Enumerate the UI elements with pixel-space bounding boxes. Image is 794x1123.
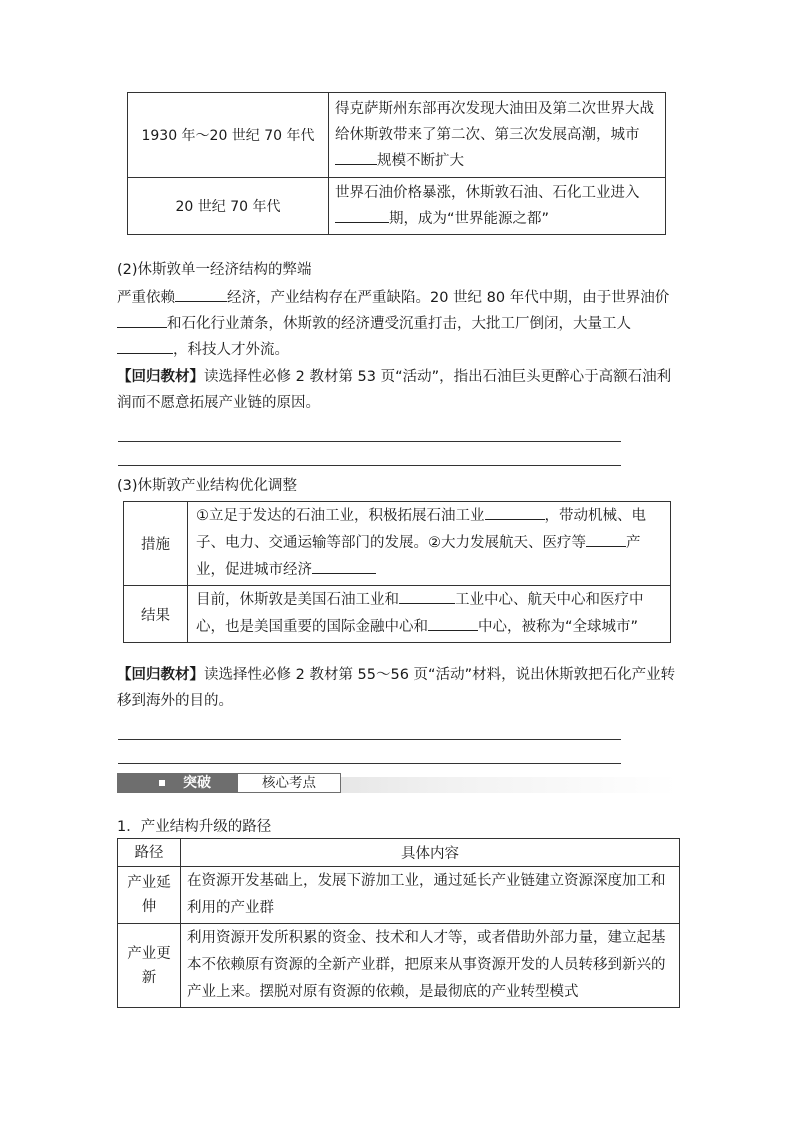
answer-line[interactable]: [118, 441, 621, 442]
period-cell: 20 世纪 70 年代: [128, 178, 329, 235]
fill-blank[interactable]: [335, 208, 389, 223]
section-3-title: (3)休斯敦产业结构优化调整: [117, 478, 298, 494]
answer-line[interactable]: [118, 465, 621, 466]
content-cell: 利用资源开发所积累的资金、技术和人才等，或者借助外部力量，建立起基本不依赖原有资源的全新产业群，把原来从事资源开发的人员转移到新兴的产业上来。摆脱对原有资源的依赖，是最彻底的产业转型模式: [181, 924, 680, 1008]
fill-blank[interactable]: [428, 616, 478, 631]
textbook-review-2: 【回归教材】读选择性必修 2 教材第 55～56 页“活动”材料，说出休斯敦把石化产业转移到海外的目的。: [117, 667, 676, 709]
result-cell: 目前，休斯敦是美国石油工业和 工业中心、航天中心和医疗中心，也是美国重要的国际金融中心和 中心，被称为“全球城市”: [188, 586, 671, 643]
content-cell: 在资源开发基础上，发展下游加工业，通过延长产业链建立资源深度加工和利用的产业群: [181, 867, 680, 924]
header-content: 具体内容: [181, 839, 680, 867]
optimization-table: [123, 501, 671, 643]
table-header-row: [118, 839, 680, 867]
table-row: [128, 93, 666, 178]
square-icon: [159, 780, 165, 786]
path-cell: 产业延伸: [118, 867, 181, 924]
result-label: 结果: [124, 586, 188, 643]
table-row: [124, 586, 671, 643]
upgrade-path-table: [117, 838, 680, 1008]
table-row: [124, 502, 671, 586]
section-2-title: (2)休斯敦单一经济结构的弊端: [117, 262, 312, 278]
content-cell: 世界石油价格暴涨，休斯敦石油、石化工业进入 期，成为“世界能源之都”: [329, 178, 666, 235]
answer-line[interactable]: [118, 763, 621, 764]
period-cell: 1930 年～20 世纪 70 年代: [128, 93, 329, 178]
table-row: [118, 924, 680, 1008]
banner-left: 突破: [117, 773, 237, 793]
fill-blank[interactable]: [335, 150, 377, 165]
review-tag: 【回归教材】: [117, 369, 204, 385]
fill-blank[interactable]: [586, 532, 626, 547]
content-cell: 得克萨斯州东部再次发现大油田及第二次世界大战给休斯敦带来了第二次、第三次发展高潮，城市规模不断扩大: [329, 93, 666, 178]
path-cell: 产业更新: [118, 924, 181, 1008]
textbook-review-1: 【回归教材】读选择性必修 2 教材第 53 页“活动”，指出石油巨头更醉心于高额石油利润而不愿意拓展产业链的原因。: [117, 369, 672, 411]
banner-right: 核心考点: [237, 773, 341, 793]
fill-blank[interactable]: [117, 339, 173, 354]
answer-line[interactable]: [118, 739, 621, 740]
point-1-title: 1．产业结构升级的路径: [117, 819, 272, 835]
development-stage-table: [127, 92, 666, 235]
fill-blank[interactable]: [117, 313, 167, 328]
fill-blank[interactable]: [485, 505, 545, 520]
section-banner: [117, 773, 677, 795]
header-path: 路径: [118, 839, 181, 867]
fill-blank[interactable]: [175, 287, 227, 302]
fill-blank[interactable]: [312, 559, 376, 574]
fill-blank[interactable]: [399, 589, 455, 604]
table-row: [128, 178, 666, 235]
review-tag: 【回归教材】: [117, 667, 204, 683]
measures-cell: ①立足于发达的石油工业，积极拓展石油工业 ，带动机械、电子、电力、交通运输等部门的发展。②大力发展航天、医疗等 产业，促进城市经济: [188, 502, 671, 586]
measures-label: 措施: [124, 502, 188, 586]
section-2-paragraph: 严重依赖 经济，产业结构存在严重缺陷。20 世纪 80 年代中期，由于世界油价和石化行业萧条，休斯敦的经济遭受沉重打击，大批工厂倒闭，大量工人，科技人才外流。: [117, 285, 680, 363]
table-row: [118, 867, 680, 924]
